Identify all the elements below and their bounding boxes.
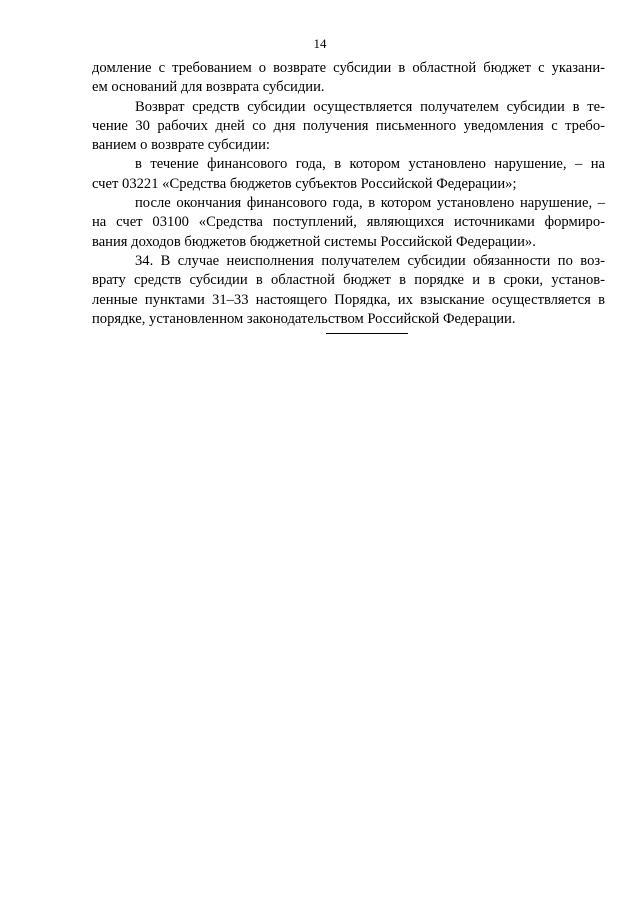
paragraph-current-year-account bbox=[92, 155, 605, 194]
paragraph-item-34 bbox=[92, 252, 605, 329]
text-line: ленные пунктами 31–33 настоящего Порядка, их взыскание осуществляется в bbox=[92, 291, 605, 308]
page-number: 14 bbox=[313, 36, 327, 51]
paragraph-after-year-account bbox=[92, 194, 605, 252]
text-line: ванием о возврате субсидии: bbox=[92, 137, 270, 154]
document-body bbox=[92, 59, 605, 329]
text-line: в течение финансового года, в котором установлено нарушение, – на bbox=[135, 156, 605, 173]
paragraph-refund-terms bbox=[92, 98, 605, 156]
text-line: порядке, установленном законодательством Российской Федерации. bbox=[92, 310, 516, 327]
text-line: после окончания финансового года, в котором установлено нарушение, – bbox=[135, 195, 605, 212]
text-line: врату средств субсидии в областной бюджет в порядке и в сроки, установ- bbox=[92, 272, 605, 289]
text-line: ем оснований для возврата субсидии. bbox=[92, 79, 325, 96]
text-line: 34. В случае неисполнения получателем субсидии обязанности по воз- bbox=[135, 252, 605, 269]
text-line: домление с требованием о возврате субсидии в областной бюджет с указани- bbox=[92, 60, 605, 76]
end-divider-line bbox=[326, 333, 408, 334]
text-line: Возврат средств субсидии осуществляется получателем субсидии в те- bbox=[135, 98, 605, 115]
text-line: на счет 03100 «Средства поступлений, являющихся источниками формиро- bbox=[92, 214, 605, 231]
paragraph-continuation bbox=[92, 59, 605, 98]
text-line: счет 03221 «Средства бюджетов субъектов Российской Федерации»; bbox=[92, 175, 517, 192]
text-line: вания доходов бюджетов бюджетной системы Российской Федерации». bbox=[92, 233, 536, 250]
text-line: чение 30 рабочих дней со дня получения письменного уведомления с требо- bbox=[92, 117, 605, 134]
